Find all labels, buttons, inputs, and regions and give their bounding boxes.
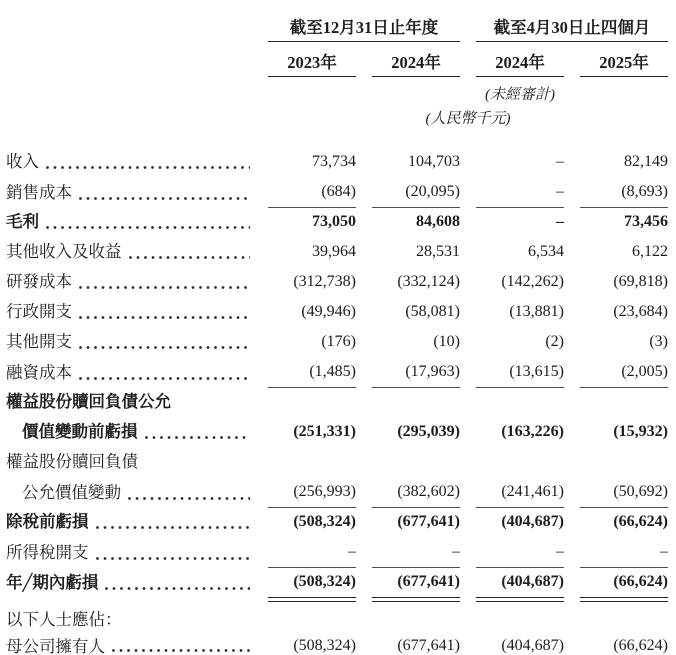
value-cell: – bbox=[476, 177, 564, 208]
year-column-2024: 2024年 bbox=[372, 42, 460, 77]
dot-leader bbox=[129, 256, 251, 259]
value-cell: (49,946) bbox=[301, 303, 356, 320]
table-header-years bbox=[0, 42, 676, 77]
value-cell: 82,149 bbox=[624, 153, 668, 170]
row-loss-before-tax bbox=[0, 507, 676, 537]
note-row-currency bbox=[0, 104, 676, 128]
value-cell: 73,734 bbox=[312, 153, 356, 170]
row-label: 銷售成本 bbox=[6, 183, 72, 202]
value-cell: (241,461) bbox=[476, 477, 564, 508]
value-cell: (508,324) bbox=[293, 513, 356, 530]
dot-leader bbox=[112, 649, 250, 652]
value-cell: (677,641) bbox=[397, 513, 460, 530]
dot-leader bbox=[46, 226, 250, 229]
value-cell: (404,687) bbox=[476, 567, 564, 598]
value-cell: (66,624) bbox=[580, 633, 668, 655]
value-cell: (508,324) bbox=[268, 567, 356, 598]
row-label: 毛利 bbox=[6, 212, 39, 231]
table-body bbox=[0, 147, 676, 655]
value-cell: (256,993) bbox=[268, 477, 356, 508]
row-label: 母公司擁有人 bbox=[6, 637, 105, 655]
value-cell: – bbox=[580, 537, 668, 568]
value-cell: 39,964 bbox=[312, 243, 356, 260]
value-cell: 73,456 bbox=[624, 213, 668, 230]
row-label: 所得稅開支 bbox=[6, 543, 89, 562]
value-cell: (332,124) bbox=[397, 273, 460, 290]
row-rd-costs bbox=[0, 267, 676, 297]
row-loss-before-fv-change-line1 bbox=[0, 387, 676, 417]
value-cell: (50,692) bbox=[580, 477, 668, 508]
year-column-2025: 2025年 bbox=[580, 42, 668, 77]
value-cell: (23,684) bbox=[613, 303, 668, 320]
value-cell: 73,050 bbox=[312, 213, 356, 230]
row-label: 除稅前虧損 bbox=[6, 512, 89, 531]
row-other-income-and-gains bbox=[0, 237, 676, 267]
value-cell: (20,095) bbox=[372, 177, 460, 208]
row-label: 融資成本 bbox=[6, 363, 72, 382]
value-cell: (312,738) bbox=[293, 273, 356, 290]
year-column-2023: 2023年 bbox=[268, 42, 356, 77]
row-label: 權益股份贖回負債 bbox=[6, 452, 138, 471]
value-cell: (404,687) bbox=[476, 633, 564, 655]
value-cell: (677,641) bbox=[372, 633, 460, 655]
value-cell: (10) bbox=[433, 333, 460, 350]
value-cell: (404,687) bbox=[501, 513, 564, 530]
value-cell: (15,932) bbox=[613, 423, 668, 440]
value-cell: (163,226) bbox=[501, 423, 564, 440]
value-cell: 84,608 bbox=[416, 213, 460, 230]
value-cell: (382,602) bbox=[372, 477, 460, 508]
value-cell: 6,122 bbox=[632, 243, 668, 260]
row-label: 以下人士應佔： bbox=[6, 610, 122, 629]
dot-leader bbox=[105, 587, 250, 590]
row-label: 收入 bbox=[6, 152, 39, 171]
row-cost-of-sales bbox=[0, 177, 676, 207]
row-label: 年╱期內虧損 bbox=[6, 573, 99, 592]
dot-leader bbox=[79, 377, 250, 380]
row-label: 研發成本 bbox=[6, 272, 72, 291]
value-cell: – bbox=[372, 537, 460, 568]
value-cell: – bbox=[556, 213, 564, 230]
value-cell: (684) bbox=[268, 177, 356, 208]
table-header-periods bbox=[0, 14, 676, 42]
dot-leader bbox=[145, 436, 251, 439]
row-attributable-to bbox=[0, 607, 676, 633]
note-row-unaudited bbox=[0, 77, 676, 104]
value-cell: (295,039) bbox=[397, 423, 460, 440]
value-cell: (69,818) bbox=[613, 273, 668, 290]
row-loss-for-the-year-period bbox=[0, 567, 676, 597]
period-header-four-months: 截至4月30日止四個月 bbox=[476, 14, 668, 42]
row-gross-profit bbox=[0, 207, 676, 237]
dot-leader bbox=[79, 346, 250, 349]
dot-leader bbox=[79, 197, 250, 200]
value-cell: 28,531 bbox=[416, 243, 460, 260]
value-cell: (677,641) bbox=[372, 567, 460, 598]
currency-unit-note: (人民幣千元) bbox=[425, 111, 511, 127]
row-other-expenses bbox=[0, 327, 676, 357]
dot-leader bbox=[96, 557, 251, 560]
row-finance-costs bbox=[0, 357, 676, 387]
row-administrative-expenses bbox=[0, 297, 676, 327]
value-cell: (8,693) bbox=[580, 177, 668, 208]
dot-leader bbox=[79, 286, 250, 289]
row-revenue bbox=[0, 147, 676, 177]
value-cell: (176) bbox=[321, 333, 356, 350]
value-cell: (2) bbox=[545, 333, 564, 350]
row-loss-before-fv-change-line2 bbox=[0, 417, 676, 447]
value-cell: (1,485) bbox=[268, 357, 356, 388]
value-cell: (13,615) bbox=[476, 357, 564, 388]
row-label: 其他收入及收益 bbox=[6, 242, 122, 261]
row-label: 權益股份贖回負債公允 bbox=[6, 392, 171, 411]
value-cell: 104,703 bbox=[408, 153, 460, 170]
value-cell: – bbox=[268, 537, 356, 568]
dot-leader bbox=[46, 166, 250, 169]
value-cell: (66,624) bbox=[580, 567, 668, 598]
period-header-annual: 截至12月31日止年度 bbox=[268, 14, 460, 42]
dot-leader bbox=[96, 526, 251, 529]
value-cell: (66,624) bbox=[613, 513, 668, 530]
value-cell: – bbox=[476, 537, 564, 568]
value-cell: (508,324) bbox=[268, 633, 356, 655]
value-cell: (142,262) bbox=[501, 273, 564, 290]
row-label: 價值變動前虧損 bbox=[22, 422, 138, 441]
dot-leader bbox=[79, 316, 250, 319]
row-label: 行政開支 bbox=[6, 302, 72, 321]
value-cell: – bbox=[556, 153, 564, 170]
row-fv-change-redemption-liabilities-line1 bbox=[0, 447, 676, 477]
row-fv-change-redemption-liabilities-line2 bbox=[0, 477, 676, 507]
value-cell: 6,534 bbox=[528, 243, 564, 260]
year-column-2024-interim: 2024年 bbox=[476, 42, 564, 77]
row-label: 其他開支 bbox=[6, 332, 72, 351]
row-owners-of-the-parent bbox=[0, 633, 676, 655]
value-cell: (17,963) bbox=[372, 357, 460, 388]
value-cell: (13,881) bbox=[509, 303, 564, 320]
value-cell: (251,331) bbox=[293, 423, 356, 440]
value-cell: (3) bbox=[649, 333, 668, 350]
row-label: 公允價值變動 bbox=[22, 483, 121, 502]
row-income-tax-expense bbox=[0, 537, 676, 567]
dot-leader bbox=[128, 497, 250, 500]
unaudited-note: (未經審計) bbox=[485, 87, 555, 103]
value-cell: (2,005) bbox=[580, 357, 668, 388]
value-cell: (58,081) bbox=[405, 303, 460, 320]
